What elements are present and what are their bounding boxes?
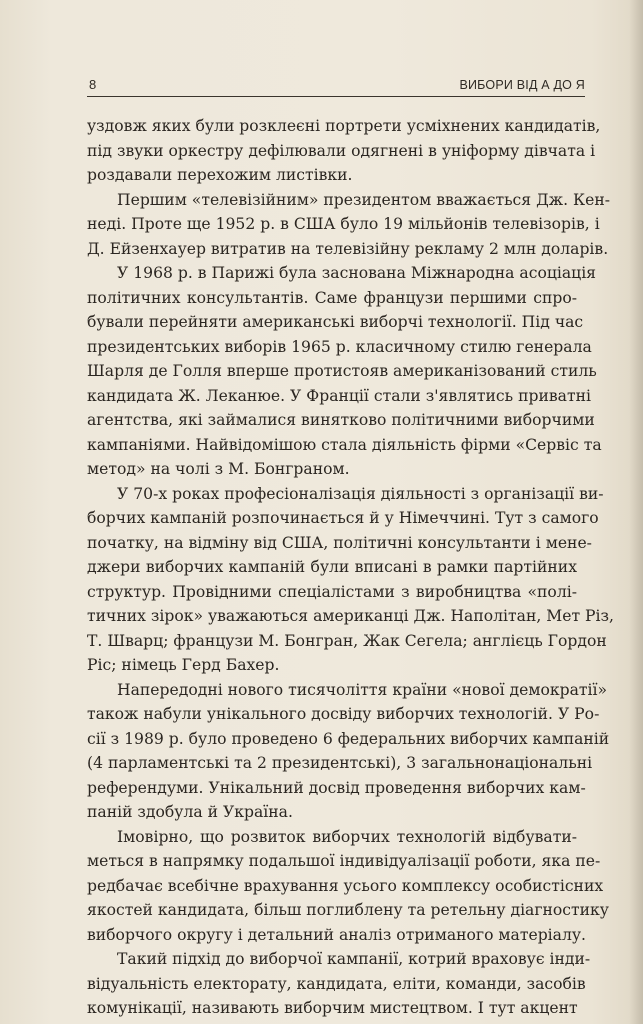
- text-line: Т. Шварц; французи М. Бонгран, Жак Сегела; англієць Гордон: [87, 631, 607, 650]
- text-line: Першим «телевізійним» президентом вважається Дж. Кен-: [117, 190, 610, 209]
- text-line: тичних зірок» уважаються американці Дж. Наполітан, Мет Різ,: [87, 607, 614, 625]
- paragraph: [87, 114, 601, 188]
- text-line: редбачає всебічне врахування усього комплексу особистісних: [87, 876, 604, 895]
- text-line: метод» на чолі з М. Бонграном.: [87, 460, 350, 478]
- text-line: кандидата Ж. Леканюе. У Франції стали з'являтись приватні: [87, 386, 591, 405]
- text-line: президентських виборів 1965 р. класичному стилю генерала: [87, 337, 592, 356]
- text-line: структур. Провідними спеціалістами з виробництва «полі-: [87, 582, 577, 601]
- text-body: [87, 114, 614, 1021]
- text-line: У 70-х роках професіоналізація діяльності з організації ви-: [117, 484, 604, 503]
- text-line: роздавали перехожим листівки.: [87, 166, 353, 184]
- page-number: 8: [89, 77, 97, 92]
- paragraph: [87, 482, 614, 678]
- text-line: якостей кандидата, більш поглиблену та ретельну діагностику: [87, 901, 609, 919]
- text-line: також набули унікального досвіду виборчих технологій. У Ро-: [87, 705, 600, 723]
- text-line: (4 парламентські та 2 президентські), 3 загальнонаціональні: [87, 754, 593, 772]
- text-line: меться в напрямку подальшої індивідуалізації роботи, яка пе-: [87, 852, 601, 870]
- text-line: неді. Проте ще 1952 р. в США було 19 мільйонів телевізорів, і: [87, 215, 600, 233]
- text-line: уздовж яких були розклеєні портрети усміхнених кандидатів,: [87, 117, 601, 135]
- text-line: під звуки оркестру дефілювали одягнені в уніформу дівчата і: [87, 141, 596, 160]
- text-line: виборчого округу і детальний аналіз отриманого матеріалу.: [87, 925, 587, 944]
- text-line: Такий підхід до виборчої кампанії, котрий враховує інди-: [117, 950, 591, 968]
- text-line: борчих кампаній розпочинається й у Німеччині. Тут з самого: [87, 509, 599, 527]
- text-line: джери виборчих кампаній були вписані в рамки партійних: [87, 558, 577, 576]
- text-line: Напередодні нового тисячоліття країни «нової демократії»: [117, 680, 608, 699]
- text-line: кампаніями. Найвідомішою стала діяльність фірми «Сервіс та: [87, 435, 602, 454]
- page-header: [87, 74, 585, 97]
- text-line: паній здобула й Україна.: [87, 803, 293, 821]
- paragraph: [87, 825, 609, 948]
- text-line: референдуми. Унікальний досвід проведення виборчих кам-: [87, 778, 586, 797]
- text-line: бували перейняти американські виборчі технології. Під час: [87, 313, 584, 331]
- text-line: Д. Ейзенхауер витратив на телевізійну рекламу 2 млн доларів.: [87, 239, 609, 258]
- text-line: Ріс; німець Герд Бахер.: [87, 656, 280, 674]
- binding-shadow: [629, 0, 643, 1024]
- text-line: політичних консультантів. Саме французи першими спро-: [87, 288, 577, 307]
- text-line: комунікації, називають виборчим мистецтвом. І тут акцент: [87, 999, 578, 1017]
- paragraph: [87, 188, 610, 262]
- text-line: агентства, які займалися винятково політичними виборчими: [87, 411, 595, 429]
- text-line: сії з 1989 р. було проведено 6 федеральних виборчих кампаній: [87, 729, 610, 748]
- paragraph: [87, 947, 591, 1021]
- text-line: Імовірно, що розвиток виборчих технологій відбувати-: [117, 827, 577, 846]
- running-head: ВИБОРИ ВІД А ДО Я: [459, 78, 585, 92]
- paragraph: [87, 261, 602, 482]
- text-line: початку, на відміну від США, політичні консультанти і мене-: [87, 533, 592, 552]
- text-line: Шарля де Голля вперше протистояв американізований стиль: [87, 362, 597, 380]
- paragraph: [87, 678, 610, 825]
- text-line: відуальність електорату, кандидата, еліти, команди, засобів: [87, 974, 586, 993]
- text-line: У 1968 р. в Парижі була заснована Міжнародна асоціація: [117, 264, 597, 282]
